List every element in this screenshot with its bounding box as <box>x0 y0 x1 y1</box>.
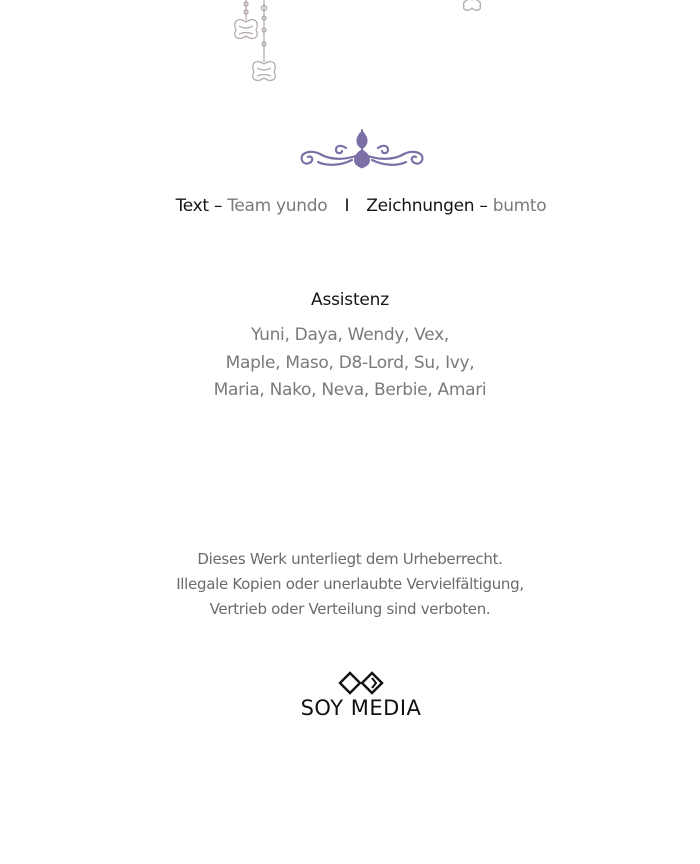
assistance-names <box>0 322 700 405</box>
copyright-line: Dieses Werk unterliegt dem Urheberrecht. <box>197 550 503 568</box>
assistance-names-line: Yuni, Daya, Wendy, Vex, <box>250 325 450 345</box>
soy-media-logo-icon <box>336 670 388 696</box>
text-credit-dash: – <box>213 196 223 216</box>
credits-separator: I <box>344 196 350 216</box>
flourish-ornament-icon <box>296 126 428 174</box>
text-credit-label: Text <box>175 196 209 216</box>
logo-text: SOY MEDIA <box>300 696 422 720</box>
copyright-line: Illegale Kopien oder unerlaubte Vervielfältigung, <box>176 575 524 593</box>
credits-line <box>0 196 700 216</box>
hanging-butterfly-earrings-icon <box>0 0 700 100</box>
drawings-credit-label: Zeichnungen <box>366 196 475 216</box>
copyright-notice <box>0 547 700 622</box>
assistance-names-line: Maria, Nako, Neva, Berbie, Amari <box>213 380 487 400</box>
text-credit-value: Team yundo <box>227 196 328 216</box>
drawings-credit-value: bumto <box>492 196 547 216</box>
drawings-credit-dash: – <box>479 196 488 216</box>
assistance-names-line: Maple, Maso, D8-Lord, Su, Ivy, <box>225 352 475 373</box>
assistance-title: Assistenz <box>311 290 389 310</box>
copyright-line: Vertrieb oder Verteilung sind verboten. <box>209 600 491 618</box>
